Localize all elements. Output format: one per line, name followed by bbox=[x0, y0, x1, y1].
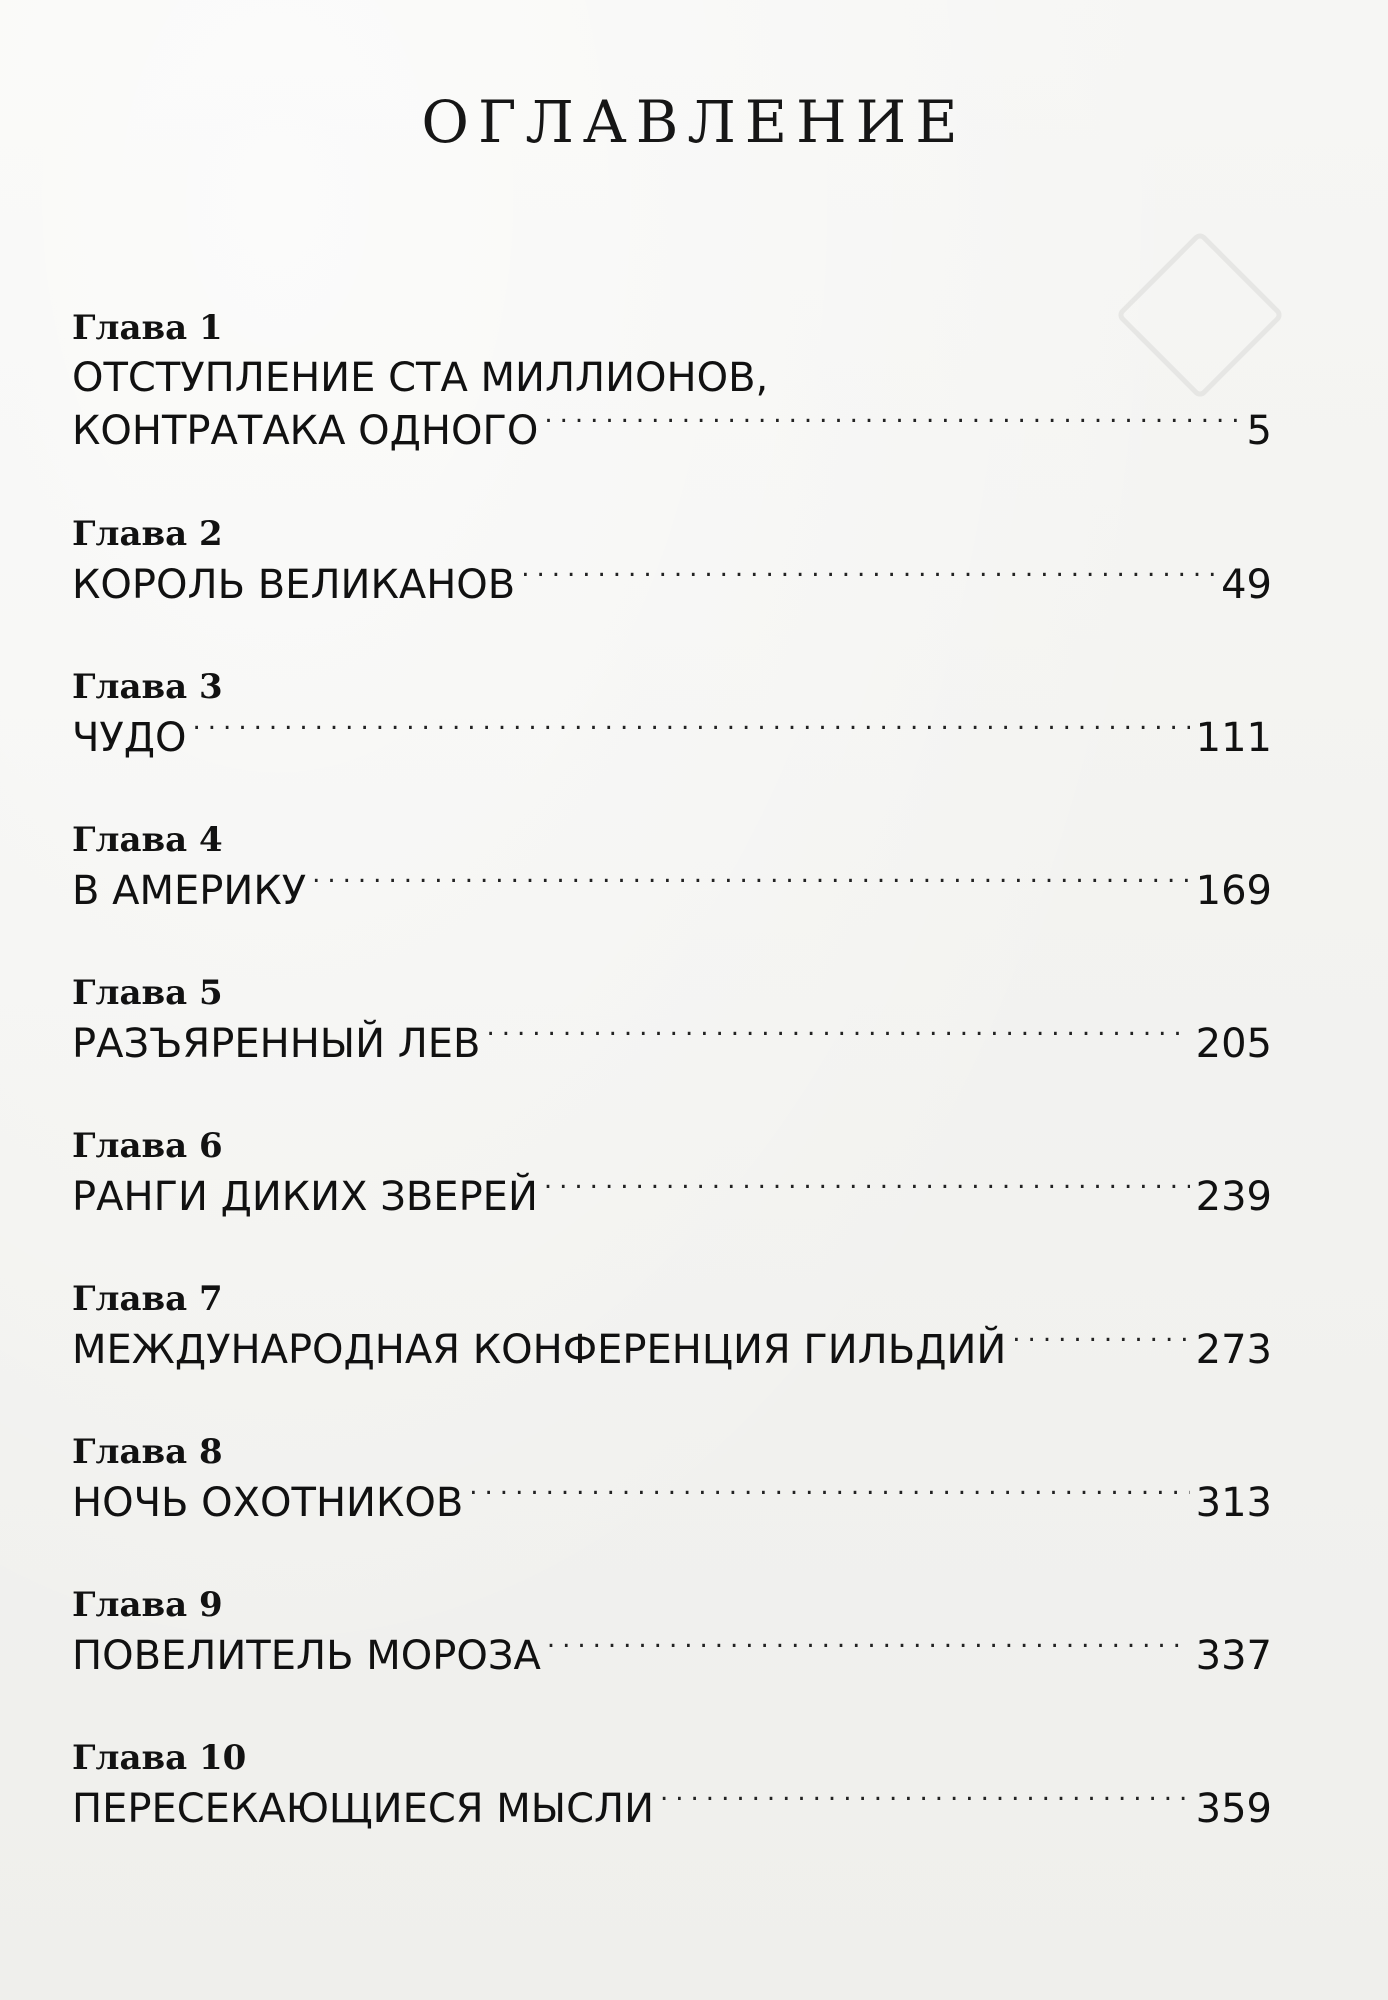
chapter-title: МЕЖДУНАРОДНАЯ КОНФЕРЕНЦИЯ ГИЛЬДИЙ bbox=[72, 1327, 1007, 1373]
chapter-title: КОРОЛЬ ВЕЛИКАНОВ bbox=[72, 562, 516, 608]
page-number: 5 bbox=[1246, 408, 1272, 454]
chapter-title: КОНТРАТАКА ОДНОГО bbox=[72, 408, 539, 454]
toc-entry bbox=[72, 514, 1272, 667]
chapter-title: РАЗЪЯРЕННЫЙ ЛЕВ bbox=[72, 1021, 481, 1067]
page-number: 205 bbox=[1195, 1021, 1272, 1067]
chapter-label: Глава 6 bbox=[72, 1126, 223, 1166]
chapter-label: Глава 5 bbox=[72, 973, 223, 1013]
chapter-label: Глава 4 bbox=[72, 820, 223, 860]
chapter-title-row bbox=[72, 1170, 1272, 1223]
page-number: 49 bbox=[1221, 562, 1272, 608]
chapter-label: Глава 3 bbox=[72, 667, 223, 707]
chapter-label: Глава 2 bbox=[72, 514, 223, 554]
chapter-title-row bbox=[72, 1629, 1272, 1682]
chapter-title-row bbox=[72, 1017, 1272, 1070]
toc-entry bbox=[72, 308, 1272, 514]
dot-leader bbox=[521, 558, 1215, 598]
chapter-label: Глава 7 bbox=[72, 1279, 223, 1319]
dot-leader bbox=[1012, 1323, 1189, 1363]
dot-leader bbox=[469, 1476, 1189, 1516]
page-number: 337 bbox=[1195, 1633, 1272, 1679]
page-number: 273 bbox=[1195, 1327, 1272, 1373]
chapter-title-row bbox=[72, 404, 1272, 457]
page-number: 239 bbox=[1195, 1174, 1272, 1220]
toc-entry bbox=[72, 820, 1272, 973]
toc-entry bbox=[72, 1126, 1272, 1279]
page-number: 169 bbox=[1195, 868, 1272, 914]
dot-leader bbox=[312, 864, 1190, 904]
dot-leader bbox=[544, 404, 1240, 444]
toc-entry bbox=[72, 1432, 1272, 1585]
chapter-title: НОЧЬ ОХОТНИКОВ bbox=[72, 1480, 464, 1526]
page-number: 359 bbox=[1195, 1786, 1272, 1832]
chapter-title-row bbox=[72, 711, 1272, 764]
chapter-title-row bbox=[72, 1782, 1272, 1835]
chapter-title: В АМЕРИКУ bbox=[72, 868, 307, 914]
chapter-label: Глава 8 bbox=[72, 1432, 223, 1472]
chapter-title: ЧУДО bbox=[72, 715, 187, 761]
toc-entry bbox=[72, 667, 1272, 820]
page-title: ОГЛАВЛЕНИЕ bbox=[421, 88, 967, 156]
toc-entry bbox=[72, 1738, 1272, 1891]
chapter-title: ПОВЕЛИТЕЛЬ МОРОЗА bbox=[72, 1633, 541, 1679]
chapter-label: Глава 1 bbox=[72, 308, 223, 348]
chapter-title: РАНГИ ДИКИХ ЗВЕРЕЙ bbox=[72, 1174, 538, 1220]
chapter-label: Глава 9 bbox=[72, 1585, 223, 1625]
chapter-title-row bbox=[72, 1323, 1272, 1376]
chapter-title-row bbox=[72, 1476, 1272, 1529]
dot-leader bbox=[193, 711, 1190, 751]
toc-entry bbox=[72, 973, 1272, 1126]
page-number: 313 bbox=[1195, 1480, 1272, 1526]
dot-leader bbox=[660, 1782, 1190, 1822]
page-number: 111 bbox=[1195, 715, 1272, 761]
chapter-title-row bbox=[72, 864, 1272, 917]
dot-leader bbox=[547, 1629, 1190, 1669]
chapter-label: Глава 10 bbox=[72, 1738, 247, 1778]
chapter-title-line: ОТСТУПЛЕНИЕ СТА МИЛЛИОНОВ, bbox=[72, 355, 769, 401]
chapter-title: ПЕРЕСЕКАЮЩИЕСЯ МЫСЛИ bbox=[72, 1786, 655, 1832]
toc-entry bbox=[72, 1585, 1272, 1738]
dot-leader bbox=[487, 1017, 1190, 1057]
table-of-contents bbox=[72, 308, 1272, 1891]
dot-leader bbox=[544, 1170, 1190, 1210]
toc-entry bbox=[72, 1279, 1272, 1432]
chapter-title-row bbox=[72, 558, 1272, 611]
